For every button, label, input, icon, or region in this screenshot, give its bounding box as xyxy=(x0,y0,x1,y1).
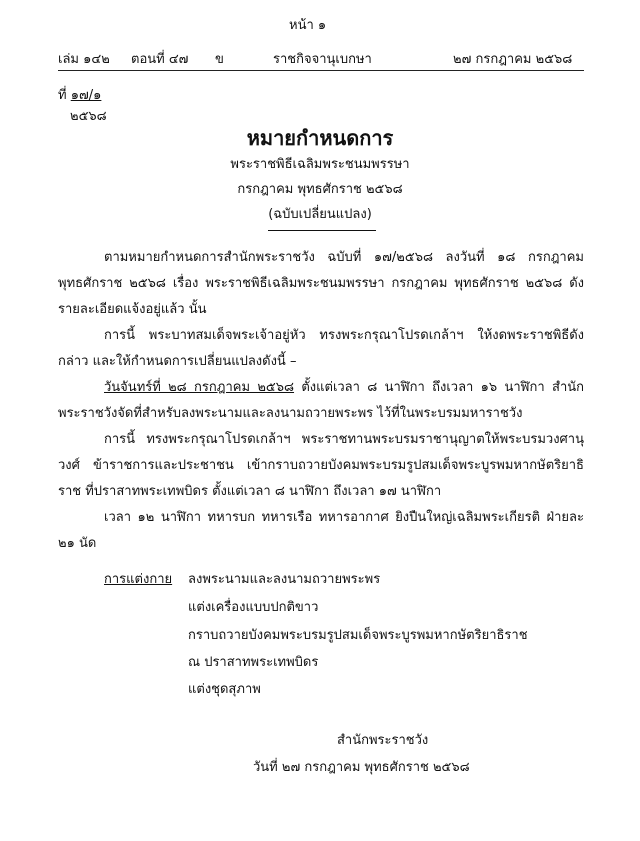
page-number: หน้า ๑ xyxy=(289,18,327,33)
paragraph-gun-salute: เวลา ๑๒ นาฬิกา ทหารบก ทหารเรือ ทหารอากาศ ยิงปืนใหญ่เฉลิมพระเกียรติ ฝ่ายละ ๒๑ นัด xyxy=(58,510,584,551)
issuing-office: สำนักพระราชวัง xyxy=(337,733,429,748)
paragraph-reference: ตามหมายกำหนดการสำนักพระราชวัง ฉบับที่ ๑๗/๒๕๖๘ ลงวันที่ ๑๘ กรกฎาคม พุทธศักราช ๒๕๖๘ เรื่อง พระราชพิธีเฉลิมพระชนมพรรษา กรกฎาคม พุทธศักราช ๒๕๖๘ ดังรายละเอียดแจ้งอยู่แล้ว นั้น xyxy=(58,250,584,317)
reference-year: ๒๕๖๘ xyxy=(70,109,107,124)
signing-details: ตั้งแต่เวลา ๘ นาฬิกา ถึงเวลา ๑๖ นาฬิกา สำนักพระราชวังจัดที่สำหรับลงพระนามและลงนามถวายพระพร ไว้ที่ในพระบรมมหาราชวัง xyxy=(58,380,585,421)
reference-code: ๑๗/๑ xyxy=(70,88,102,103)
part-number: ตอนที่ ๔๗ xyxy=(131,52,189,67)
issue-date: วันที่ ๒๗ กรกฎาคม พุทธศักราช ๒๕๖๘ xyxy=(253,760,470,775)
reference-prefix: ที่ xyxy=(58,88,67,103)
gazette-name: ราชกิจจานุเบกษา xyxy=(273,52,372,67)
signing-date: วันจันทร์ที่ ๒๘ กรกฎาคม ๒๕๖๘ xyxy=(104,380,295,395)
reference-number xyxy=(58,84,101,105)
paragraph-signing xyxy=(58,375,584,427)
dress-item: ณ ปราสาทพระเทพบิดร xyxy=(188,655,319,670)
paragraph-paying-respect: การนี้ ทรงพระกรุณาโปรดเกล้าฯ พระราชทานพระบรมราชานุญาตให้พระบรมวงศานุวงศ์ ข้าราชการและประชาชน เข้ากราบถวายบังคมพระบรมรูปสมเด็จพระบูรพมหากษัตริยาธิราช ที่ปราสาทพระเทพบิดร ตั้งแต่เวลา ๘ นาฬิกา ถึงเวลา ๑๗ นาฬิกา xyxy=(58,432,584,499)
revision-note: (ฉบับเปลี่ยนแปลง) xyxy=(268,207,372,222)
dress-item: กราบถวายบังคมพระบรมรูปสมเด็จพระบูรพมหากษัตริยาธิราช xyxy=(188,628,528,643)
dress-item: แต่งชุดสุภาพ xyxy=(188,682,261,697)
title-divider xyxy=(268,230,376,231)
dress-item: ลงพระนามและลงนามถวายพระพร xyxy=(188,572,381,587)
ceremony-date: กรกฎาคม พุทธศักราช ๒๕๖๘ xyxy=(237,182,403,197)
header-rule xyxy=(58,70,584,71)
dress-item: แต่งเครื่องแบบปกติขาว xyxy=(188,600,319,615)
dress-code-label: การแต่งกาย xyxy=(104,572,173,587)
volume-number: เล่ม ๑๔๒ xyxy=(58,52,110,67)
paragraph-royal-command: การนี้ พระบาทสมเด็จพระเจ้าอยู่หัว ทรงพระกรุณาโปรดเกล้าฯ ให้งดพระราชพิธีดังกล่าว และให้กำหนดการเปลี่ยนแปลงดังนี้ – xyxy=(58,328,584,369)
section-letter: ข xyxy=(215,52,224,67)
document-title: หมายกำหนดการ xyxy=(246,126,394,150)
header-date: ๒๗ กรกฎาคม ๒๕๖๘ xyxy=(453,52,573,67)
ceremony-name: พระราชพิธีเฉลิมพระชนมพรรษา xyxy=(230,157,410,172)
